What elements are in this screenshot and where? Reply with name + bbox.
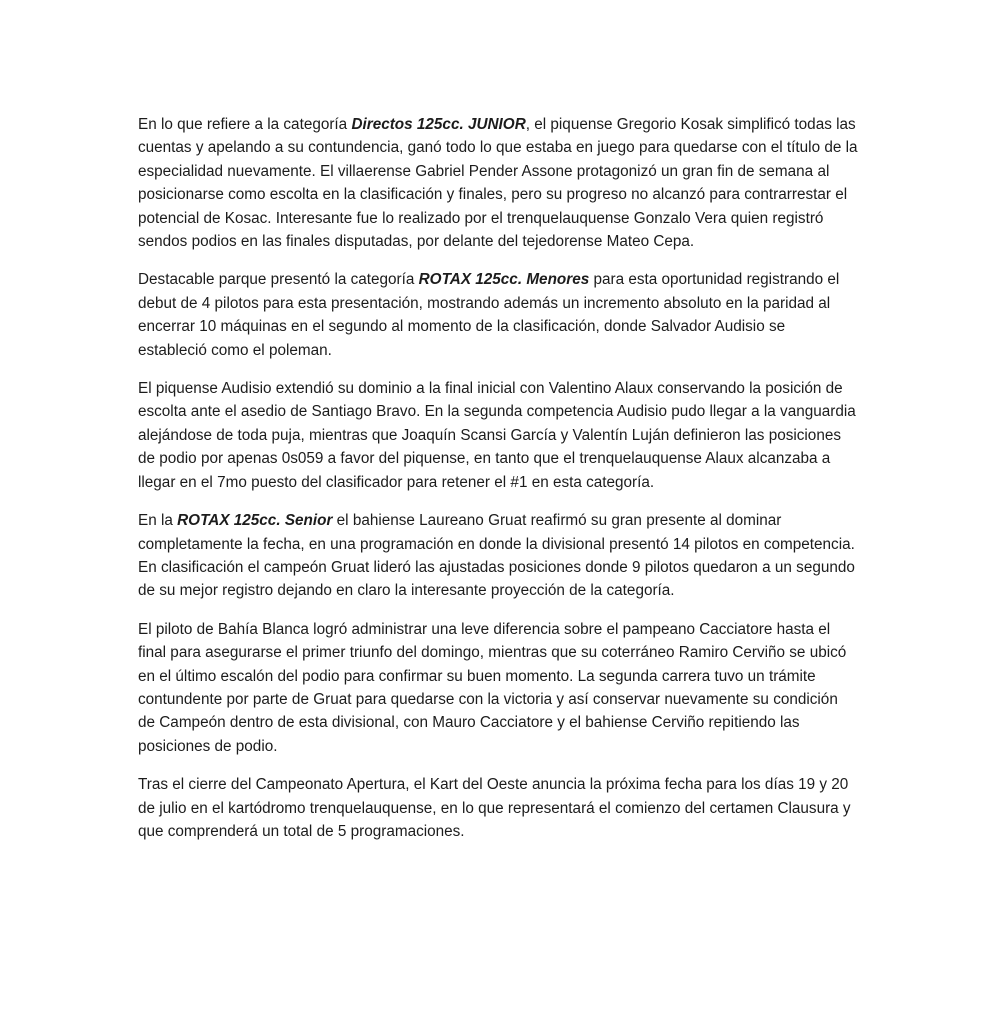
paragraph-rotax-menores-races [138,377,858,494]
paragraph-directos-junior [138,113,858,253]
paragraph-text: Destacable parque presentó la categoría [138,271,419,289]
paragraph-text: El piloto de Bahía Blanca logró administrar una leve diferencia sobre el pampeano Cacciatore hasta el final para asegurarse el primer triunfo del domingo, mientras que su coterráneo Ramiro Cerviño se ubicó en el último escalón del podio para confirmar su buen momento. La segunda carrera tuvo un trámite contundente por parte de Gruat para quedarse con la victoria y así conservar nuevamente su condición de Campeón dentro de esta divisional, con Mauro Cacciatore y el bahiense Cerviño repitiendo las posiciones de podio. [138,620,847,755]
paragraph-rotax-senior-intro [138,509,858,603]
category-name-directos-junior: Directos 125cc. JUNIOR [351,116,526,133]
paragraph-next-date-announcement [138,773,858,843]
paragraph-text: , el piquense Gregorio Kosak simplificó todas las cuentas y apelando a su contundencia, ganó todo lo que estaba en juego para quedarse con el título de la especialidad nuevamente. El villaerense Gabriel Pender Assone protagonizó un gran fin de semana al posicionarse como escolta en la clasificación y finales, pero su progreso no alcanzó para contrarrestar el potencial de Kosac. Interesante fue lo realizado por el trenquelauquense Gonzalo Vera quien registró sendos podios en las finales disputadas, por delante del tejedorense Mateo Cepa. [138,116,858,251]
paragraph-rotax-menores-intro [138,268,858,362]
paragraph-rotax-senior-races [138,618,858,758]
paragraph-text: El piquense Audisio extendió su dominio a la final inicial con Valentino Alaux conservando la posición de escolta ante el asedio de Santiago Bravo. En la segunda competencia Audisio pudo llegar a la vanguardia alejándose de toda puja, mientras que Joaquín Scansi García y Valentín Luján definieron las posiciones de podio por apenas 0s059 a favor del piquense, en tanto que el trenquelauquense Alaux alcanzaba a llegar en el 7mo puesto del clasificador para retener el #1 en esta categoría. [138,380,856,491]
paragraph-text: el bahiense Laureano Gruat reafirmó su gran presente al dominar completamente la fecha, en una programación en donde la divisional presentó 14 pilotos en competencia. En clasificación el campeón Gruat lideró las ajustadas posiciones donde 9 pilotos quedaron a un segundo de su mejor registro dejando en claro la interesante proyección de la categoría. [138,512,855,600]
category-name-rotax-menores: ROTAX 125cc. Menores [418,271,590,289]
paragraph-text: Tras el cierre del Campeonato Apertura, el Kart del Oeste anuncia la próxima fecha para los días 19 y 20 de julio en el kartódromo trenquelauquense, en lo que representará el comienzo del certamen Clausura y que comprenderá un total de 5 programaciones. [138,776,851,840]
paragraph-text: En lo que refiere a la categoría [138,116,352,133]
paragraph-text: En la [138,512,178,530]
category-name-rotax-senior: ROTAX 125cc. Senior [177,512,333,530]
paragraph-text: para esta oportunidad registrando el debut de 4 pilotos para esta presentación, mostrando además un incremento absoluto en la paridad al encerrar 10 máquinas en el segundo al momento de la clasificación, donde Salvador Audisio se estableció como el poleman. [138,271,840,359]
